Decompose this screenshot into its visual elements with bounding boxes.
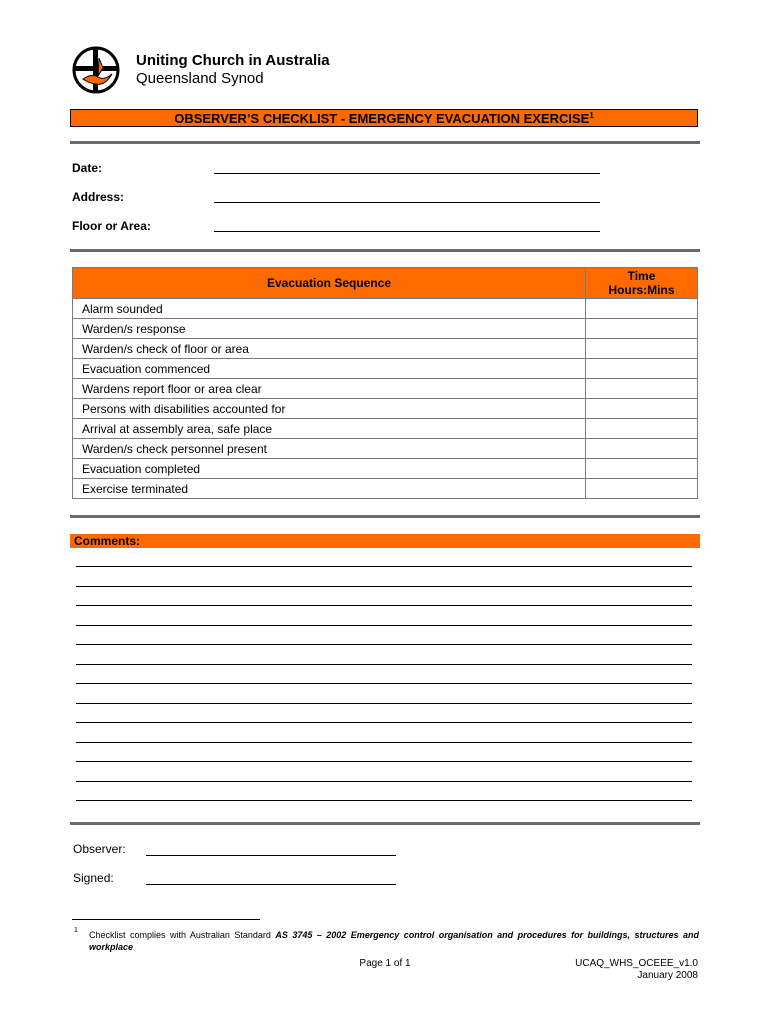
document-date: January 2008 [637,970,698,981]
row-label: Persons with disabilities accounted for [73,399,586,419]
row-label: Wardens report floor or area clear [73,379,586,399]
divider [70,515,700,518]
table-row [73,379,698,399]
divider [70,249,700,252]
evacuation-sequence-table [72,267,698,499]
row-label: Warden/s check personnel present [73,439,586,459]
floor-area-label: Floor or Area: [72,219,151,233]
page-number: Page 1 of 1 [359,958,411,969]
footnote-text [89,929,699,953]
form-title-text: OBSERVER’S CHECKLIST - EMERGENCY EVACUATION EXERCISE [174,111,590,126]
date-label: Date: [72,161,103,175]
table-row [73,299,698,319]
comment-line[interactable] [76,625,692,626]
comment-line[interactable] [76,605,692,606]
table-row [73,419,698,439]
col-time [586,268,698,299]
time-cell[interactable] [586,479,698,499]
table-row [73,399,698,419]
time-cell[interactable] [586,339,698,359]
col-time-line1: Time [627,269,656,283]
org-subtitle: Queensland Synod [136,70,264,87]
time-cell[interactable] [586,399,698,419]
time-cell[interactable] [586,379,698,399]
comment-line[interactable] [76,683,692,684]
address-label: Address: [72,190,125,204]
row-label: Warden/s check of floor or area [73,339,586,359]
row-label: Arrival at assembly area, safe place [73,419,586,439]
floor-area-field[interactable] [214,231,600,232]
table-row [73,359,698,379]
comment-line[interactable] [76,703,692,704]
table-header-row [73,268,698,299]
org-name: Uniting Church in Australia [136,52,330,69]
signed-field[interactable] [146,884,396,885]
footnote-number: 1 [74,927,78,934]
time-cell[interactable] [586,359,698,379]
comment-line[interactable] [76,644,692,645]
document-code [520,958,698,982]
observer-label: Observer: [73,842,126,856]
footnote-standard: AS 3745 – 2002 Emergency control organisation and procedures for buildings, structures and workplace [89,930,699,952]
row-label: Evacuation commenced [73,359,586,379]
table-row [73,459,698,479]
col-evacuation-sequence: Evacuation Sequence [73,268,586,299]
divider [70,141,700,144]
time-cell[interactable] [586,459,698,479]
form-title [70,109,698,127]
footnote-ref: 1 [589,111,594,120]
table-row [73,339,698,359]
table-row [73,439,698,459]
comment-line[interactable] [76,761,692,762]
comment-line[interactable] [76,664,692,665]
signed-label: Signed: [73,871,114,885]
time-cell[interactable] [586,299,698,319]
row-label: Exercise terminated [73,479,586,499]
time-cell[interactable] [586,319,698,339]
col-time-line2: Hours:Mins [608,283,675,297]
comment-line[interactable] [76,800,692,801]
document-id: UCAQ_WHS_OCEEE_v1.0 [575,958,698,969]
divider [70,822,700,825]
comment-line[interactable] [76,781,692,782]
comment-line[interactable] [76,566,692,567]
comment-line[interactable] [76,742,692,743]
footnote-rule [72,919,260,920]
row-label: Warden/s response [73,319,586,339]
observer-field[interactable] [146,855,396,856]
address-field[interactable] [214,202,600,203]
table-row [73,479,698,499]
time-cell[interactable] [586,419,698,439]
date-field[interactable] [214,173,600,174]
uniting-church-logo-icon [72,46,120,94]
footnote-plain: Checklist complies with Australian Standard [89,930,276,940]
table-row [73,319,698,339]
comment-line[interactable] [76,586,692,587]
comment-line[interactable] [76,722,692,723]
comments-label: Comments: [70,534,700,548]
row-label: Alarm sounded [73,299,586,319]
time-cell[interactable] [586,439,698,459]
row-label: Evacuation completed [73,459,586,479]
